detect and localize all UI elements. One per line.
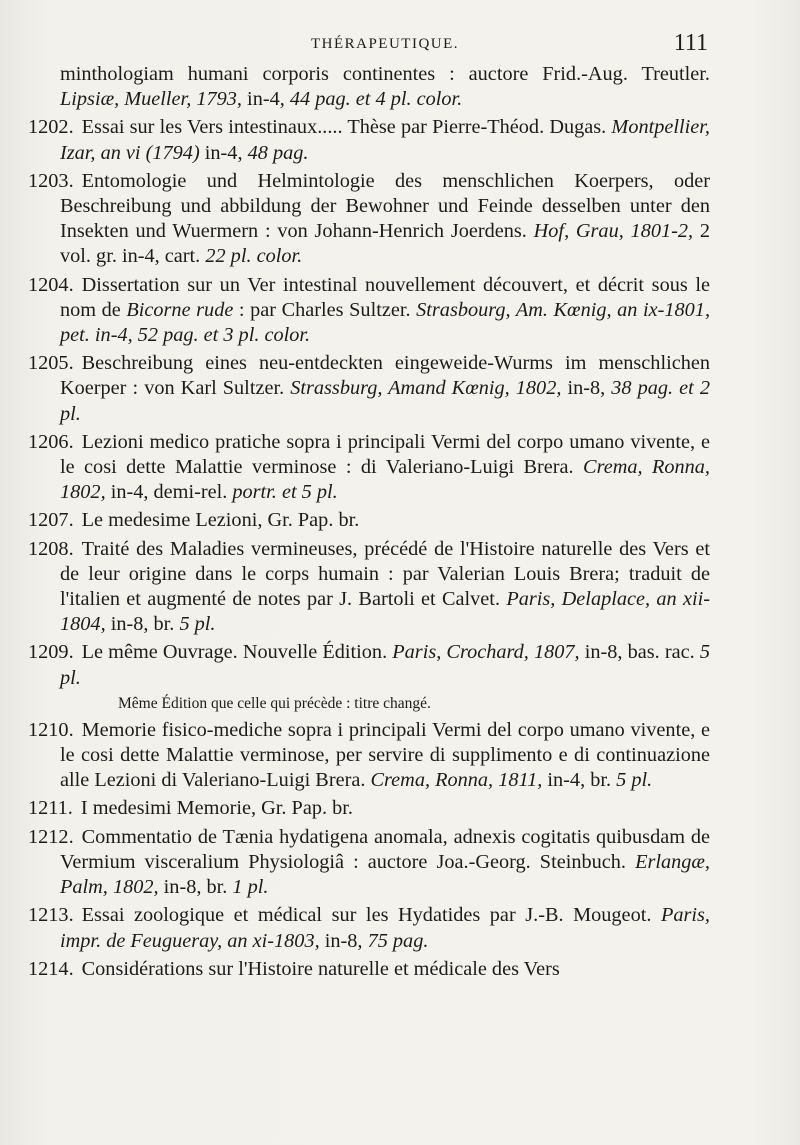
entry-number: 1211.: [28, 797, 73, 820]
entry-imprint: Paris, Crochard, 1807,: [392, 641, 580, 664]
entry-text: minthologiam humani corporis continentes : auctore Frid.-Aug. Treutler.: [60, 63, 710, 85]
entry-text: Beschreibung eines neu-entdeckten eingeweide-Wurms im menschlichen Koerper : von Karl Sultzer.: [60, 352, 710, 400]
catalog-entry: [28, 508, 710, 533]
catalog-entry: [28, 640, 710, 690]
entry-pagination: Strasbourg, Am. Kœnig, an ix-1801, pet. in-4, 52 pag. et 3 pl. color.: [60, 298, 711, 347]
entry-number: 1210.: [28, 718, 74, 741]
entry-pagination: 44 pag. et 4 pl. color.: [289, 88, 463, 111]
entry-pagination: 48 pag.: [247, 141, 309, 164]
entry-format: in-8,: [561, 377, 612, 400]
entry-number: 1206.: [28, 430, 74, 453]
entry-note: Même Édition que celle qui précède : titre changé.: [118, 694, 431, 712]
entry-text: Lezioni medico pratiche sopra i principali Vermi del corpo umano vivente, e le cosi dette Malattie verminose : di Valeriano-Luigi Brera.: [60, 430, 710, 479]
entry-format: in-4,: [241, 88, 290, 111]
entry-pagination: 5 pl.: [179, 613, 216, 636]
entry-number: 1212.: [28, 825, 74, 848]
page-number: 111: [673, 30, 708, 56]
entry-format: in-8,: [319, 929, 368, 952]
entry-pagination: 75 pag.: [367, 929, 429, 952]
entry-imprint: Strassburg, Amand Kœnig, 1802,: [290, 377, 562, 400]
entry-number: 1208.: [28, 537, 74, 560]
entry-imprint: Erlangæ, Palm, 1802,: [60, 850, 710, 899]
entry-format: in-4,: [199, 141, 248, 164]
catalog-entry: [28, 903, 710, 953]
entry-imprint: Crema, Ronna, 1811,: [370, 769, 543, 792]
entry-number: 1203.: [28, 169, 74, 192]
entry-format: in-4, br.: [542, 769, 617, 792]
catalog-entry: [28, 825, 710, 901]
entry-pagination: 38 pag. et 2 pl.: [60, 377, 710, 425]
entry-text: Essai sur les Vers intestinaux..... Thèse par Pierre-Théod. Dugas.: [81, 116, 612, 139]
entry-pagination: portr. et 5 pl.: [232, 481, 338, 504]
entry-number: 1205.: [28, 352, 74, 375]
catalog-entries: [28, 62, 710, 985]
entry-format: in-8, br.: [158, 876, 233, 899]
entry-imprint: Paris, Delaplace, an xii-1804,: [60, 588, 710, 636]
catalog-entry: [28, 62, 710, 112]
entry-text: Dissertation sur un Ver intestinal nouvellement découvert, et décrit sous le nom de: [60, 273, 710, 321]
running-header: [62, 30, 708, 58]
entry-pagination: 1 pl.: [232, 876, 269, 899]
entry-number: 1209.: [28, 641, 74, 664]
entry-imprint: Paris, impr. de Feugueray, an xi-1803,: [60, 904, 710, 952]
entry-text: Traité des Maladies vermineuses, précédé de l'Histoire naturelle des Vers et de leur origine dans le corps humain : par Valerian Louis Brera; traduit de l'italien et augmenté de notes par J. Bartoli et Calvet.: [60, 537, 710, 611]
catalog-entry: [28, 351, 710, 427]
entry-imprint: Montpellier, Izar, an vi (1794): [60, 116, 710, 164]
entry-text: Le medesime Lezioni, Gr. Pap. br.: [81, 509, 360, 532]
entry-number: 1214.: [28, 957, 74, 980]
entry-number: 1204.: [28, 273, 74, 296]
entry-format: in-4, demi-rel.: [105, 481, 233, 504]
entry-text: Essai zoologique et médical sur les Hydatides par J.-B. Mougeot.: [81, 904, 661, 927]
catalog-entry: [28, 796, 710, 821]
entry-pagination: 5 pl.: [616, 769, 653, 792]
entry-text: Memorie fisico-mediche sopra i principali Vermi del corpo umano vivente, e le cosi dette Malattie verminose, per servire di supplimento e di continuazione alle Lezioni di Valeriano-Luigi Brera.: [60, 718, 710, 792]
catalog-entry: [28, 273, 710, 349]
entry-imprint: Hof, Grau, 1801-2,: [533, 220, 694, 243]
entry-number: 1213.: [28, 904, 74, 927]
catalog-entry: [28, 115, 710, 165]
catalog-entry: [28, 169, 710, 270]
catalog-entry: [28, 430, 710, 506]
entry-text: Commentatio de Tænia hydatigena anomala, adnexis cogitatis quibusdam de Vermium visceralium Physiologiâ : auctore Joa.-Georg. Steinbuch.: [60, 825, 710, 873]
catalog-entry: [28, 718, 710, 794]
catalog-entry: [28, 537, 710, 638]
entry-text: Considérations sur l'Histoire naturelle et médicale des Vers: [81, 957, 560, 980]
catalog-entry: [28, 957, 710, 982]
entry-number: 1202.: [28, 116, 74, 139]
entry-format: in-8, br.: [105, 613, 180, 636]
entry-text: I medesimi Memorie, Gr. Pap. br.: [80, 797, 353, 820]
entry-pagination: 5 pl.: [60, 641, 710, 689]
entry-imprint: Lipsiæ, Mueller, 1793,: [60, 88, 242, 111]
running-title: THÉRAPEUTIQUE.: [310, 36, 460, 52]
entry-number: 1207.: [28, 509, 74, 532]
entry-format: : par Charles Sultzer.: [233, 298, 417, 321]
entry-text: Le même Ouvrage. Nouvelle Édition.: [81, 641, 393, 664]
entry-pagination: 22 pl. color.: [205, 245, 303, 268]
entry-imprint: Crema, Ronna, 1802,: [60, 456, 711, 504]
entry-format: in-8, bas. rac.: [579, 641, 700, 664]
entry-imprint: Bicorne rude: [126, 298, 234, 321]
entry-text: Entomologie und Helmintologie des menschlichen Koerpers, oder Beschreibung und abbildung der Bewohner und Feinde desselben unter den Insekten und Wuermern : von Johann-Henrich Joerdens.: [60, 169, 710, 243]
entry-format: 2 vol. gr. in-4, cart.: [60, 220, 710, 268]
